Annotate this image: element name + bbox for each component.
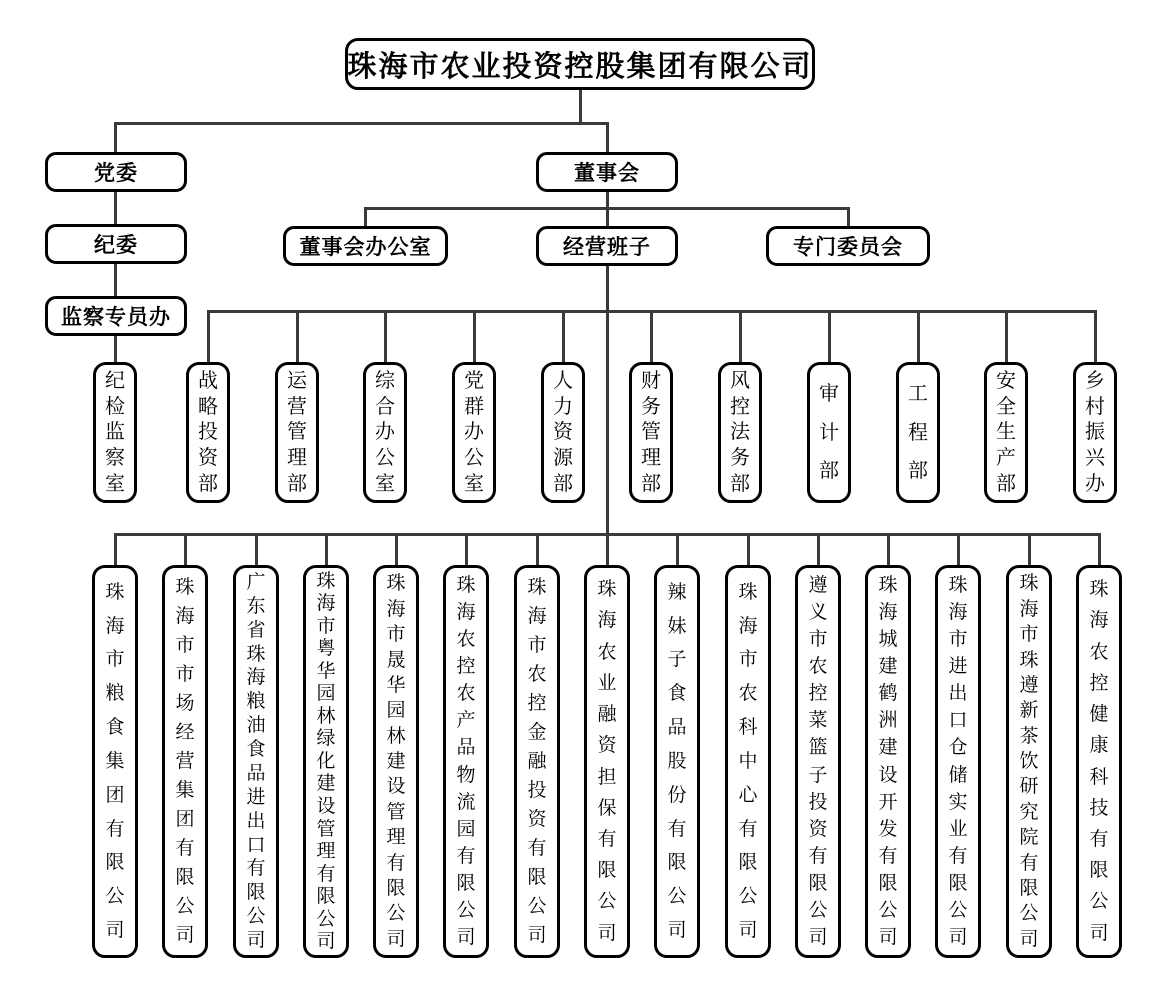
connector-riser: [395, 536, 398, 565]
department-box-9: 工 程 部: [896, 362, 940, 503]
subsidiary-column: [935, 536, 981, 958]
connector-riser: [473, 313, 476, 362]
connector-riser: [650, 313, 653, 362]
connector-riser: [606, 536, 609, 565]
title-box: 珠海市农业投资控股集团有限公司: [345, 38, 815, 90]
subsidiary-column: [1006, 536, 1052, 958]
connector-line: [847, 207, 850, 226]
department-column: [629, 313, 673, 503]
connector-riser: [1098, 536, 1101, 565]
department-box-8: 审 计 部: [807, 362, 851, 503]
department-column: [718, 313, 762, 503]
subsidiary-box-11: 珠 海 城 建 鹤 洲 建 设 开 发 有 限 公 司: [865, 565, 911, 958]
connector-riser: [676, 536, 679, 565]
subsidiary-column: [233, 536, 279, 958]
subsidiary-column: [373, 536, 419, 958]
subsidiary-box-5: 珠 海 农 控 农 产 品 物 流 园 有 限 公 司: [443, 565, 489, 958]
subsidiary-box-14: 珠 海 农 控 健 康 科 技 有 限 公 司: [1076, 565, 1122, 958]
department-box-7: 风 控 法 务 部: [718, 362, 762, 503]
subsidiary-box-3: 珠 海 市 粤 华 园 林 绿 化 建 设 管 理 有 限 公 司: [303, 565, 349, 958]
department-box-11: 乡 村 振 兴 办: [1073, 362, 1117, 503]
connector-riser: [207, 313, 210, 362]
subsidiary-column: [92, 536, 138, 958]
connector-riser: [562, 313, 565, 362]
connector-line: [364, 207, 367, 226]
connector-line: [114, 122, 117, 152]
department-column: [275, 313, 319, 503]
department-column: [93, 362, 137, 503]
department-box-4: 党 群 办 公 室: [452, 362, 496, 503]
department-column: [452, 313, 496, 503]
connector-riser: [887, 536, 890, 565]
subsidiary-box-7: 珠 海 农 业 融 资 担 保 有 限 公 司: [584, 565, 630, 958]
connector-riser: [465, 536, 468, 565]
subsidiary-column: [1076, 536, 1122, 958]
subsidiary-box-13: 珠 海 市 珠 遵 新 茶 饮 研 究 院 有 限 公 司: [1006, 565, 1052, 958]
connector-line: [114, 192, 117, 224]
connector-riser: [817, 536, 820, 565]
department-column: [186, 313, 230, 503]
connector-line: [606, 192, 609, 207]
connector-line: [114, 122, 608, 125]
subsidiary-column: [865, 536, 911, 958]
subsidiary-box-10: 遵 义 市 农 控 菜 篮 子 投 资 有 限 公 司: [795, 565, 841, 958]
department-column: [363, 313, 407, 503]
department-column: [541, 313, 585, 503]
special-committees-box: 专门委员会: [766, 226, 930, 266]
subsidiary-box-1: 珠 海 市 市 场 经 营 集 团 有 限 公 司: [162, 565, 208, 958]
connector-riser: [957, 536, 960, 565]
connector-line: [606, 122, 609, 152]
connector-riser: [1094, 313, 1097, 362]
department-column: [807, 313, 851, 503]
department-box-6: 财 务 管 理 部: [629, 362, 673, 503]
subsidiary-column: [654, 536, 700, 958]
subsidiary-box-12: 珠 海 市 进 出 口 仓 储 实 业 有 限 公 司: [935, 565, 981, 958]
connector-line: [606, 207, 609, 226]
subsidiary-box-0: 珠 海 市 粮 食 集 团 有 限 公 司: [92, 565, 138, 958]
department-box-3: 综 合 办 公 室: [363, 362, 407, 503]
connector-riser: [384, 313, 387, 362]
connector-line: [579, 90, 582, 122]
connector-riser: [325, 536, 328, 565]
subsidiary-column: [303, 536, 349, 958]
connector-riser: [828, 313, 831, 362]
connector-line: [606, 266, 609, 533]
subsidiary-box-6: 珠 海 市 农 控 金 融 投 资 有 限 公 司: [514, 565, 560, 958]
board-box: 董事会: [536, 152, 678, 192]
department-column: [896, 313, 940, 503]
department-box-5: 人 力 资 源 部: [541, 362, 585, 503]
subsidiary-box-2: 广 东 省 珠 海 粮 油 食 品 进 出 口 有 限 公 司: [233, 565, 279, 958]
connector-riser: [917, 313, 920, 362]
connector-line: [114, 336, 117, 362]
connector-riser: [255, 536, 258, 565]
management-team-box: 经营班子: [536, 226, 678, 266]
department-box-1: 战 略 投 资 部: [186, 362, 230, 503]
discipline-committee-box: 纪委: [45, 224, 187, 264]
department-box-2: 运 营 管 理 部: [275, 362, 319, 503]
connector-riser: [184, 536, 187, 565]
party-committee-box: 党委: [45, 152, 187, 192]
subsidiary-column: [443, 536, 489, 958]
connector-riser: [296, 313, 299, 362]
department-column: [1073, 313, 1117, 503]
department-box-0: 纪 检 监 察 室: [93, 362, 137, 503]
subsidiary-column: [514, 536, 560, 958]
subsidiary-box-9: 珠 海 市 农 科 中 心 有 限 公 司: [725, 565, 771, 958]
connector-riser: [739, 313, 742, 362]
department-box-10: 安 全 生 产 部: [984, 362, 1028, 503]
connector-riser: [536, 536, 539, 565]
subsidiary-box-8: 辣 妹 子 食 品 股 份 有 限 公 司: [654, 565, 700, 958]
connector-riser: [114, 536, 117, 565]
subsidiary-column: [725, 536, 771, 958]
connector-line: [114, 264, 117, 296]
subsidiary-column: [162, 536, 208, 958]
connector-riser: [747, 536, 750, 565]
subsidiary-column: [795, 536, 841, 958]
connector-riser: [1005, 313, 1008, 362]
board-office-box: 董事会办公室: [283, 226, 448, 266]
connector-riser: [1028, 536, 1031, 565]
department-column: [984, 313, 1028, 503]
subsidiary-box-4: 珠 海 市 晟 华 园 林 建 设 管 理 有 限 公 司: [373, 565, 419, 958]
subsidiary-column: [584, 536, 630, 958]
supervision-office-box: 监察专员办: [45, 296, 187, 336]
